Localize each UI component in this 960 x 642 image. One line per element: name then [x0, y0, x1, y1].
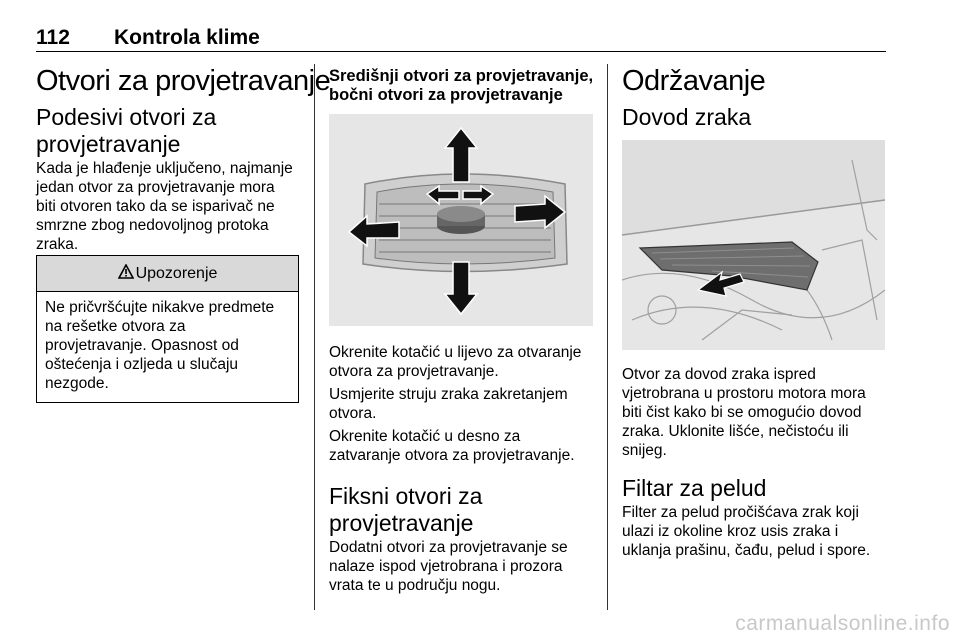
paragraph-close: [329, 427, 599, 465]
text-line: Okrenite kotačić u desno za: [329, 428, 521, 445]
page-header: [36, 26, 886, 52]
warning-text: [37, 292, 298, 399]
text-line: otvora za provjetravanje.: [329, 363, 499, 380]
text-line: Dodatni otvori za provjetravanje se: [329, 539, 568, 556]
text-line: uklanja prašinu, čađu, pelud i spore.: [622, 542, 871, 559]
text-line: Kada je hlađenje uključeno, najmanje: [36, 160, 293, 177]
text-line: Usmjerite struju zraka zakretanjem: [329, 386, 568, 403]
text-line: nezgode.: [45, 375, 109, 392]
text-line: jedan otvor za provjetravanje mora: [36, 179, 275, 196]
text-line: na rešetke otvora za: [45, 318, 186, 335]
text-line: smrzne zbog nedovoljnog protoka: [36, 217, 269, 234]
subsection-title-line1: Podesivi otvori za: [36, 104, 217, 130]
subsection-title-line2: provjetravanje: [36, 131, 181, 157]
column-2: [329, 62, 593, 592]
paragraph-air-intake: [622, 365, 892, 460]
text-line: biti čist kako bi se omogućio dovod: [622, 404, 862, 421]
text-line: snijeg.: [622, 442, 667, 459]
text-line: oštećenja i ozljeda u slučaju: [45, 356, 239, 373]
text-line: biti otvoren tako da se isparivač ne: [36, 198, 275, 215]
chapter-title: Kontrola klime: [114, 26, 260, 49]
air-intake-illustration: [622, 140, 885, 350]
paragraph-direct: [329, 385, 599, 423]
fixed-vents-title-line2: provjetravanje: [329, 510, 474, 536]
maintenance-title: Održavanje: [622, 65, 766, 97]
vent-heading-line2: bočni otvori za provjetravanje: [329, 86, 563, 104]
warning-triangle-icon: [118, 264, 134, 284]
text-line: ulazi iz okoline kroz usis zraka i: [622, 523, 839, 540]
column-1: [36, 62, 331, 412]
column-divider: [607, 64, 608, 610]
text-line: zraka.: [36, 236, 79, 253]
text-line: Filter za pelud pročišćava zrak koji: [622, 504, 859, 521]
text-line: Okrenite kotačić u lijevo za otvaranje: [329, 344, 582, 361]
column-divider: [314, 64, 315, 610]
warning-title: Upozorenje: [135, 264, 218, 282]
paragraph-pollen-filter: [622, 503, 892, 560]
vent-illustration: [329, 114, 593, 326]
text-line: zatvaranje otvora za provjetravanje.: [329, 447, 575, 464]
text-line: vjetrobrana u prostoru motora mora: [622, 385, 866, 402]
watermark: carmanualsonline.info: [735, 612, 950, 635]
fixed-vents-title-line1: Fiksni otvori za: [329, 483, 483, 509]
page-number: 112: [36, 26, 70, 49]
text-line: otvora.: [329, 405, 377, 422]
text-line: Ne pričvršćujte nikakve predmete: [45, 299, 275, 316]
column-3: [622, 62, 886, 592]
text-line: provjetravanje. Opasnost od: [45, 337, 239, 354]
text-line: vrata te u području nogu.: [329, 577, 501, 594]
air-intake-title: Dovod zraka: [622, 104, 752, 130]
intro-paragraph: [36, 159, 306, 254]
paragraph-fixed-vents: [329, 538, 599, 595]
text-line: nalaze ispod vjetrobrana i prozora: [329, 558, 563, 575]
pollen-filter-title: Filtar za pelud: [622, 475, 767, 501]
warning-box: [36, 255, 299, 403]
text-line: Otvor za dovod zraka ispred: [622, 366, 816, 383]
section-title: Otvori za provjetravanje: [36, 65, 331, 97]
text-line: zraka. Uklonite lišće, nečistoću ili: [622, 423, 849, 440]
warning-header: [37, 256, 298, 292]
paragraph-open: [329, 343, 599, 381]
vent-heading-line1: Središnji otvori za provjetravanje,: [329, 67, 594, 85]
